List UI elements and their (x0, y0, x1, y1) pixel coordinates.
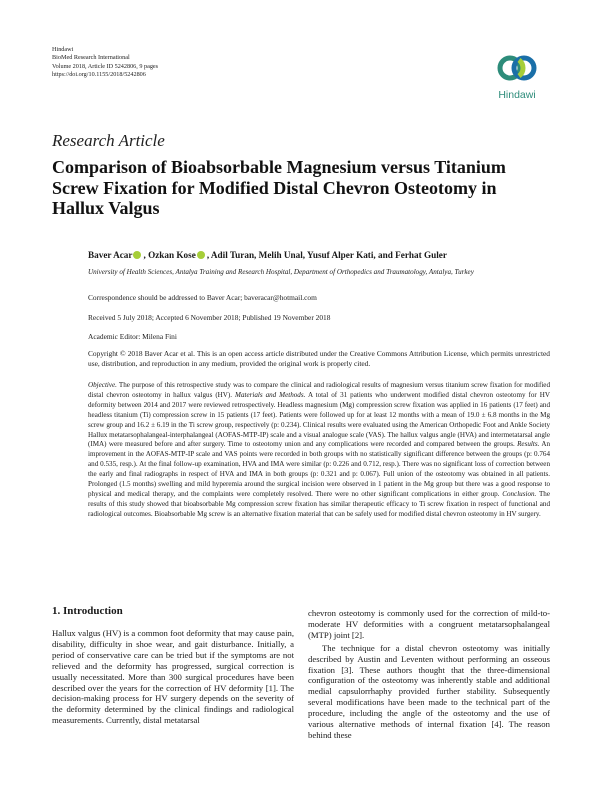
journal-name: BioMed Research International (52, 54, 130, 62)
section-heading: 1. Introduction (52, 605, 123, 617)
body-paragraph: chevron osteotomy is commonly used for the correction of mild-to-moderate HV deformities with a congruent metatarsophalangeal (MTP) joint [2]. (308, 608, 550, 640)
journal-header (52, 46, 158, 80)
affiliation: University of Health Sciences, Antalya Training and Research Hospital, Department of Orthopedics and Traumatology, Antalya, Turkey (88, 268, 474, 276)
abstract-methods: A total of 31 patients who underwent modified distal chevron osteotomy for HV deformity between 2014 and 2017 were reviewed retrospectively. Headless magnesium (Mg) compression screw fixation was applied in 16 patients (17 feet) and headless titanium (Ti) compression screw in 15 patients (17 feet). Patients were followed up for at least 12 months with a mean of 19.0 ± 6.8 months in the Mg screw group and 16.2 ± 6.19 in the Ti screw group, respectively (p: 0.234). Clinical results were evaluated using the American Orthopedic Foot and Ankle Society Hallux metatarsophalangeal-interphalangeal (AOFAS-MTP-IP) scale and a visual analogue scale (VAS). The hallux valgus angle (HVA) and intermetatarsal angle (IMA) were measured before and after surgery. Time to osteotomy union and any complications were recorded and compared between the groups. (88, 390, 550, 449)
abstract-results: An improvement in the AOFAS-MTP-IP scale and VAS points were recorded in both groups with no statistically significant difference between the groups (p: 0.764 and 0.535, resp.). At the final follow-up examination, HVA and IMA were similar (p: 0.226 and 0.712, resp.). There was no significant loss of correction between the early and final radiographs in respect of HVA and IMA in both groups (p: 0.321 and p: 0.067). Full union of the osteotomy was obtained in all patients. Prolonged (1.5 months) swelling and mild hyperemia around the surgical incision were observed in 1 patient in the Mg group but there was a good response to physical and medical therapy, and the complaints were completely resolved. There were no other significant complications in either group. (88, 440, 550, 498)
abstract-conclusion: The results of this study showed that bioabsorbable Mg compression screw fixation has similar therapeutic efficacy to Ti screw fixation in respect of functional and radiological outcomes. Bioabsorbable Mg screw is an alternative fixation material that can be safely used for modified distal chevron osteotomy in HV surgery. (88, 489, 550, 518)
abstract-objective-label: Objective. (88, 381, 117, 389)
hindawi-logo-icon (492, 48, 542, 88)
article-title: Comparison of Bioabsorbable Magnesium versus Titanium Screw Fixation for Modified Distal Chevron Osteotomy in Hallux Valgus (52, 157, 506, 218)
author-list-rest: , Adil Turan, Melih Unal, Yusuf Alper Kati, and Ferhat Guler (206, 250, 447, 260)
volume-info: Volume 2018, Article ID 5242806, 9 pages (52, 62, 159, 70)
logo-text: Hindawi (498, 89, 536, 101)
copyright-notice: Copyright © 2018 Baver Acar et al. This is an open access article distributed under the Creative Commons Attribution License, which permits unrestricted use, distribution, and reproduction in any medium, provided the original work is properly cited. (88, 349, 550, 368)
academic-editor: Academic Editor: Milena Fini (88, 332, 177, 341)
abstract-objective: The purpose of this retrospective study was to compare the clinical and radiological results of magnesium versus titanium screw fixation for modified distal chevron osteotomy in hallux valgus (HV). (88, 381, 550, 399)
author-list: Baver Acar , Ozkan Kose , Adil Turan, Melih Unal, Yusuf Alper Kati, and Ferhat Guler (88, 250, 447, 260)
correspondence: Correspondence should be addressed to Baver Acar; baveracar@hotmail.com (88, 293, 317, 302)
author-2[interactable]: Ozkan Kose (148, 250, 196, 260)
publisher-name: Hindawi (52, 46, 74, 53)
orcid-icon[interactable] (197, 251, 205, 259)
abstract-results-label: Results. (517, 440, 540, 449)
abstract (88, 381, 550, 520)
doi-link[interactable]: https://doi.org/10.1155/2018/5242806 (52, 71, 146, 79)
abstract-conclusion-label: Conclusion. (502, 489, 537, 498)
body-paragraph: The technique for a distal chevron osteotomy was initially described by Austin and Leventen without performing an osseous fixation [3]. These authors thought that the three-dimensional configuration of the osteotomy was inherently stable and additional medial capsulorrhaphy provided further stability. Subsequently several modifications have been made to the technical part of the procedure, including the angle of the osteotomy and the use of various alternative methods of internal fixation [4]. The reason behind these (308, 642, 550, 740)
author-1[interactable]: Baver Acar (88, 250, 133, 260)
abstract-methods-label: Materials and Methods. (235, 390, 306, 399)
article-type: Research Article (52, 131, 165, 150)
publication-dates: Received 5 July 2018; Accepted 6 November 2018; Published 19 November 2018 (88, 313, 331, 322)
orcid-icon[interactable] (133, 251, 141, 259)
body-column-left (52, 628, 294, 726)
body-column-right (308, 608, 550, 741)
hindawi-logo (492, 48, 542, 104)
body-paragraph: Hallux valgus (HV) is a common foot deformity that may cause pain, disability, difficulty in shoe wear, and gait disturbance. Initially, a period of conservative care can be tried but if the symptoms are not relieved and the deformity has progressed, surgical correction is usually necessitated. More than 300 surgical procedures have been described over the years for the correction of HV deformity [1]. The decision-making process for HV surgery depends on the severity of the deformity determined by the clinical findings and radiological measurements. Currently, distal metatarsal (52, 628, 294, 726)
